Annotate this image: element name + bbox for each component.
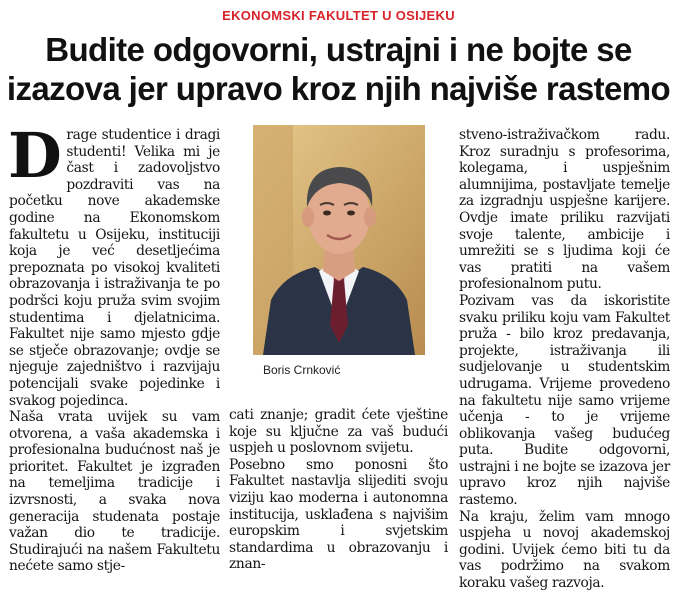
paragraph: Na kraju, želim vam mnogo uspjeha u novoj akademskoj godini. Uvijek ćemo biti tu da vas podržimo na svakom koraku vašeg razvoja. [459, 508, 670, 592]
photo-caption: Boris Crnković [263, 363, 341, 377]
headline-line-1: Budite odgovorni, ustrajni i ne bojte se [45, 31, 632, 68]
portrait-illustration [253, 125, 425, 355]
paragraph: Posebno smo ponosni što Fakultet nastavlja slijediti svoju viziju kao moderna i autonomna institucija, usklađena s najvišim europskim i svjetskim standardima u obrazovanju i znan- [229, 456, 448, 573]
article-kicker: EKONOMSKI FAKULTET U OSIJEKU [222, 8, 455, 23]
paragraph: stveno-istraživačkom radu. Kroz suradnju s profesorima, kolegama, i uspješnim alumnijima, postavljate temelje za izgradnju uspješne karijere. Ovdje imate priliku razvijati svoje talente, ambicije i umrežiti se s ljudima koji će vas pratiti na vašem profesionalnom putu. [459, 127, 670, 293]
paragraph: Pozivam vas da iskoristite svaku priliku koju vam Fakultet pruža - bilo kroz predavanja, projekte, istraživanja ili sudjelovanje u studentskim udrugama. Vrijeme provedeno na fakultetu nije samo vrijeme učenja - to je vrijeme oblikovanja vašeg budućeg puta. Budite odgovorni, ustrajni i ne bojte se izazova jer upravo kroz njih najviše rastemo. [459, 292, 670, 509]
paragraph: Naša vrata uvijek su vam otvorena, a vaša akademska i profesionalna budućnost naš je prioritet. Fakultet je izgrađen na temeljima tradicije i izvrsnosti, a svaka nova generacija studenata postaje važan dio te tradicije. Studirajući na našem Fakultetu nećete samo stje- [9, 409, 220, 575]
article-column-2 [229, 407, 448, 573]
headline-line-2: izazova jer upravo kroz njih najviše rastemo [6, 70, 671, 107]
author-photo [253, 125, 425, 355]
paragraph-text: rage studentice i dragi studenti! Velika mi je čast i zadovoljstvo pozdraviti vas na početku nove akademske godine na Ekonomskom fakultetu u Osijeku, instituciji koja je već desetljećima prepoznata po visokoj kvaliteti obrazovanja i istraživanja te po podršci koju pruža svim svojim studentima i djelatnicima. Fakultet nije samo mjesto gdje se stječe obrazovanje; ovdje se njeguje zajedništvo i razvijaju potencijali svake pojedinke i svakog pojedinca. [9, 127, 220, 409]
paragraph [8, 119, 220, 409]
drop-cap: D [8, 119, 62, 192]
article-column-1 [8, 119, 220, 575]
paragraph: cati znanje; gradit ćete vještine koje su ključne za vaš budući uspjeh u poslovnom svijetu. [229, 407, 448, 457]
article-headline [0, 30, 677, 108]
article-column-3 [459, 127, 670, 592]
